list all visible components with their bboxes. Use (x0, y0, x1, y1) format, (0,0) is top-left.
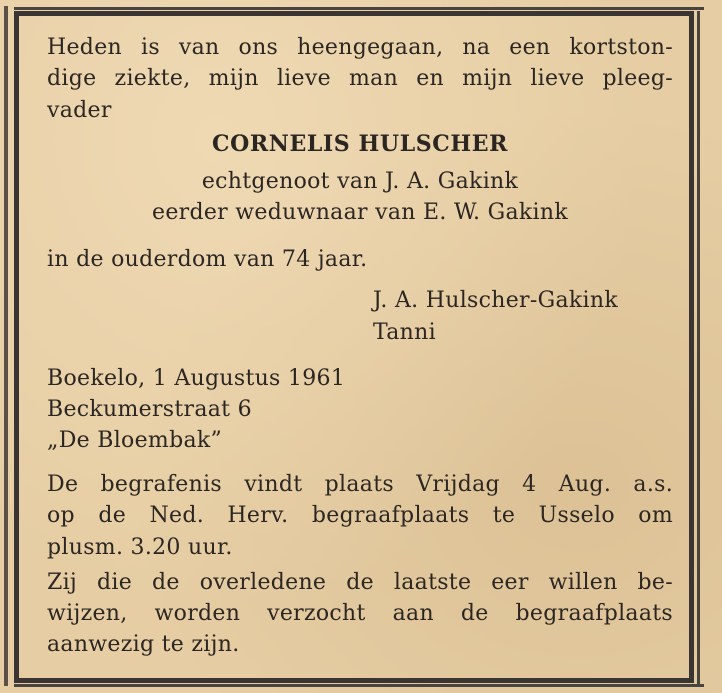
intro-line-2: dige ziekte, mijn lieve man en mijn lieve pleeg- (47, 66, 673, 91)
frame-bottom-rule (14, 684, 704, 687)
signatory-1: J. A. Hulscher-Gakink (373, 288, 618, 313)
spouse-line: echtgenoot van J. A. Gakink (201, 169, 519, 194)
closing-line-3: aanwezig te zijn. (47, 632, 240, 657)
intro-line-3: vader (47, 98, 112, 123)
adjacent-column-border (4, 6, 8, 686)
closing-line-1: Zij die de overledene de laatste eer willen be- (47, 570, 673, 595)
frame-right-rule (697, 11, 700, 686)
intro-line-1: Heden is van ons heengegaan, na een kortston- (47, 35, 673, 60)
frame-top-rule (14, 7, 704, 10)
house-name: „De Bloembak” (47, 428, 223, 453)
closing-line-2: wijzen, worden verzocht aan de begraafplaats (47, 601, 673, 626)
street-address: Beckumerstraat 6 (47, 397, 252, 422)
deceased-name: CORNELIS HULSCHER (211, 131, 509, 157)
funeral-line-3: plusm. 3.20 uur. (47, 535, 233, 560)
funeral-line-2: op de Ned. Herv. begraafplaats te Usselo om (47, 503, 673, 528)
age-line: in de ouderdom van 74 jaar. (47, 247, 368, 272)
place-date: Boekelo, 1 Augustus 1961 (47, 366, 346, 391)
funeral-line-1: De begrafenis vindt plaats Vrijdag 4 Aug. a.s. (47, 472, 673, 497)
signatory-2: Tanni (373, 320, 436, 345)
widower-line: eerder weduwnaar van E. W. Gakink (152, 200, 568, 225)
